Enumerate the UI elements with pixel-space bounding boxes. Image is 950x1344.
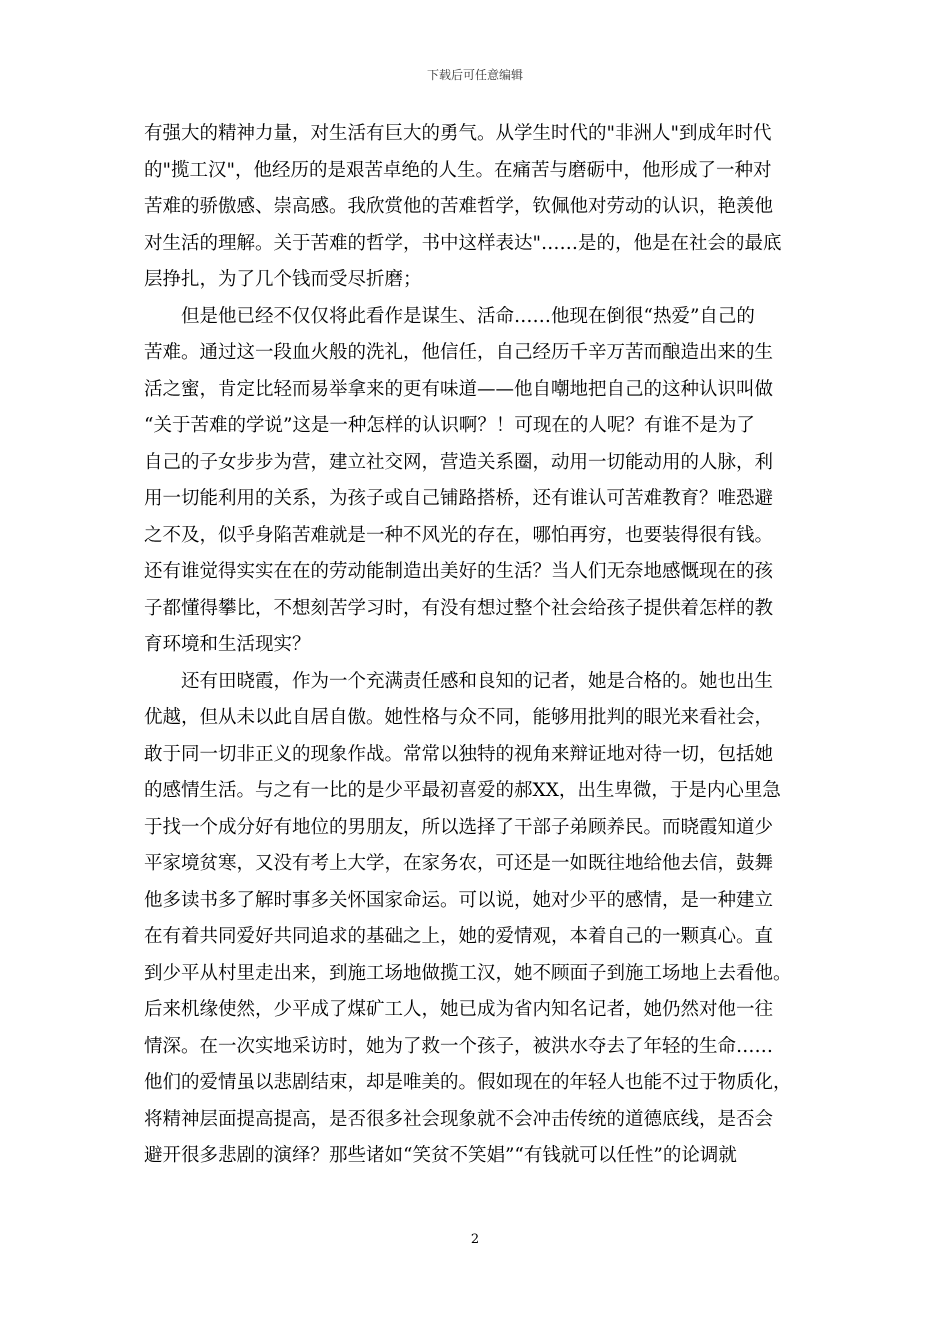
paragraph [144,664,820,1175]
text-line: 后来机缘使然，少平成了煤矿工人，她已成为省内知名记者，她仍然对他一往 [144,999,774,1020]
text-line: 还有谁觉得实实在在的劳动能制造出美好的生活？当人们无奈地感慨现在的孩 [144,561,774,582]
text-line: 之不及，似乎身陷苦难就是一种不风光的存在，哪怕再穷，也要装得很有钱。 [144,524,774,546]
text-line: 敢于同一切非正义的现象作战。常常以独特的视角来辩证地对待一切，包括她 [144,743,774,765]
text-line: 情深。在一次实地采访时，她为了救一个孩子，被洪水夺去了年轻的生命…… [144,1035,774,1057]
page-number: 2 [470,1232,480,1247]
text-line: 自己的子女步步为营，建立社交网，营造关系圈，动用一切能动用的人脉，利 [144,451,774,473]
text-line: 将精神层面提高提高，是否很多社会现象就不会冲击传统的道德底线，是否会 [144,1108,774,1130]
text-line: 层挣扎，为了几个钱而受尽折磨； [144,269,422,290]
page-header: 下载后可任意编辑 [426,68,523,82]
text-line: 优越，但从未以此自居自傲。她性格与众不同，能够用批判的眼光来看社会， [144,707,774,728]
text-line: 苦难。通过这一段血火般的洗礼，他信任，自己经历千辛万苦而酿造出来的生 [144,342,774,363]
text-line: 用一切能利用的关系，为孩子或自己铺路搭桥，还有谁认可苦难教育？唯恐避 [144,488,774,509]
text-line: 活之蜜，肯定比轻而易举拿来的更有味道——他自嘲地把自己的这种认识叫做 [144,378,774,400]
text-line: 于找一个成分好有地位的男朋友，所以选择了干部子弟顾养民。而晓霞知道少 [144,816,774,838]
body-text [144,116,820,1175]
text-line: 平家境贫寒，又没有考上大学，在家务农，可还是一如既往地给他去信，鼓舞 [144,853,774,874]
paragraph [144,116,820,299]
text-line: 避开很多悲剧的演绎？那些诸如“笑贫不笑娼”“有钱就可以任性”的论调就 [144,1145,737,1166]
text-line: 但是他已经不仅仅将此看作是谋生、活命……他现在倒很“热爱”自己的 [181,305,755,327]
text-line: 育环境和生活现实？ [144,634,311,655]
text-line: 的感情生活。与之有一比的是少平最初喜爱的郝XX，出生卑微，于是内心里急 [144,780,781,801]
text-line: 他多读书多了解时事多关怀国家命运。可以说，她对少平的感情，是一种建立 [144,889,774,911]
text-line: 他们的爱情虽以悲剧结束，却是唯美的。假如现在的年轻人也能不过于物质化， [144,1072,792,1093]
text-line: 还有田晓霞，作为一个充满责任感和良知的记者，她是合格的。她也出生 [181,670,774,692]
text-line: 的"揽工汉"，他经历的是艰苦卓绝的人生。在痛苦与磨砺中，他形成了一种对 [144,159,772,181]
text-line: 有强大的精神力量，对生活有巨大的勇气。从学生时代的"非洲人"到成年时代 [144,123,772,144]
text-line: 对生活的理解。关于苦难的哲学，书中这样表达"……是的，他是在社会的最底 [144,232,782,254]
text-line: 在有着共同爱好共同追求的基础之上，她的爱情观，本着自己的一颗真心。直 [144,926,774,947]
text-line: 苦难的骄傲感、崇高感。我欣赏他的苦难哲学，钦佩他对劳动的认识，艳羡他 [144,196,774,217]
text-line: 子都懂得攀比，不想刻苦学习时，有没有想过整个社会给孩子提供着怎样的教 [144,597,774,619]
text-line: 到少平从村里走出来，到施工场地做揽工汉，她不顾面子到施工场地上去看他。 [144,962,792,984]
paragraph [144,299,820,664]
text-line: “关于苦难的学说”这是一种怎样的认识啊？！可现在的人呢？有谁不是为了 [144,415,755,436]
